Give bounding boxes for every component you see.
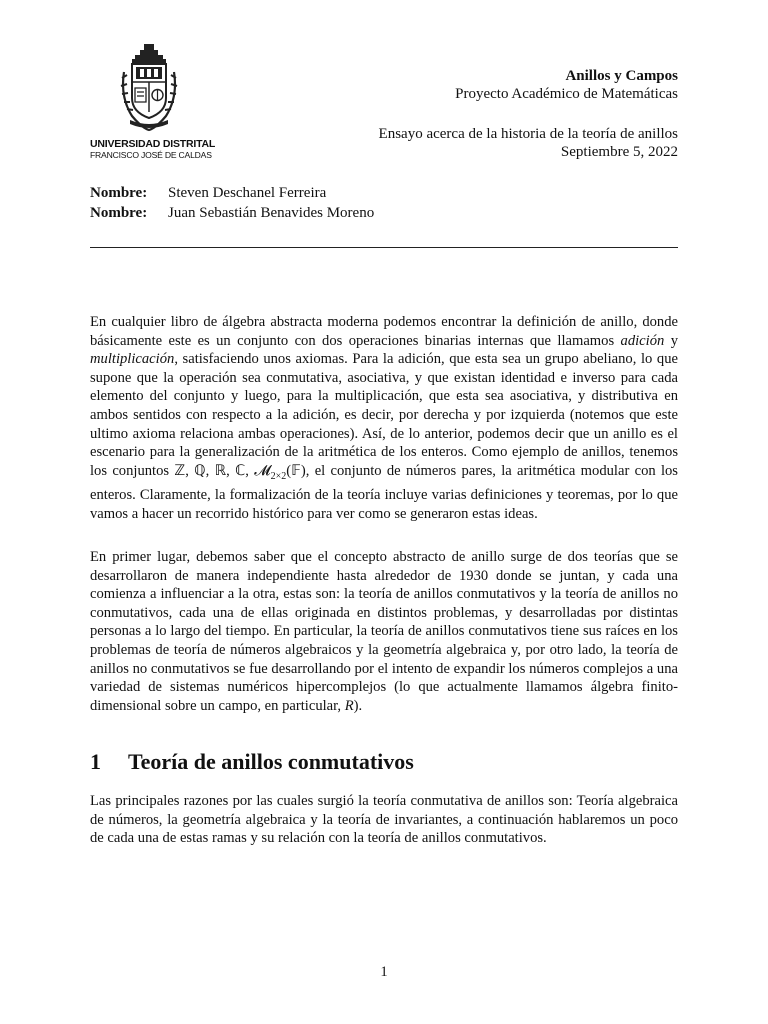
essay-date: Septiembre 5, 2022 — [560, 144, 678, 160]
paragraph-section-intro: Las principales razones por las cuales surgió la teoría conmutativa de anillos son: Teoría algebraica de números, la geometría algebraica y la teoría de invariantes, a continuación hablaremos un poco de cada una de estas ramas y su relación con la teoría de anillos conmutativos. — [90, 793, 678, 847]
text-run: ). — [353, 697, 363, 714]
essay-title: Ensayo acerca de la historia de la teoría de anillos — [378, 126, 678, 142]
emphasis-r: R — [344, 697, 354, 714]
author-row — [90, 205, 374, 225]
paragraph-intro — [90, 313, 678, 523]
matrix-ring-symbol: 𝓜 — [254, 462, 271, 479]
text-run: , el conjunto de números pares, la aritmética modular con los enteros. Claramente, la formalización de la teoría incluye varias definiciones y teoremas, por lo que vamos a hacer un recorrido histórico para ver como se generaron estas ideas. — [90, 462, 678, 522]
paragraph-origins — [90, 548, 678, 715]
matrix-field: (𝔽) — [286, 462, 306, 479]
text-run: En primer lugar, debemos saber que el concepto abstracto de anillo surge de dos teorías que se desarrollaron de manera independiente hasta alrededor de 1930 donde se juntan, y cada una comienza a influenciar a la otra, estas son: la teoría de anillos conmutativos y la teoría de anillos no conmutativos, cada una de ellas originada en distintos problemas, y desarrolladas por distintas personas a lo largo del tiempo. En particular, la teoría de anillos conmutativos tiene sus raíces en los problemas de teoría de números algebraicos y la geometría algebraica y, por otro lado, la teoría de anillos no conmutativos se fue desarrollando por el intento de expandir los números complejos a una variedad de sistemas numéricos hipercomplejos (lo que actualmente llamamos álgebra finito-dimensional sobre un campo, en particular, — [90, 549, 678, 714]
text-run: En cualquier libro de álgebra abstracta moderna podemos encontrar la definición de anillo, donde básicamente este es un conjunto con dos operaciones binarias internas que llamamos — [90, 314, 678, 349]
section-number: 1 — [90, 749, 101, 774]
university-crest-icon — [118, 42, 180, 136]
section-title: Teoría de anillos conmutativos — [128, 749, 414, 774]
author-name: Juan Sebastián Benavides Moreno — [168, 205, 375, 221]
section-heading — [90, 749, 414, 775]
emphasis-adicion: adición — [620, 332, 665, 349]
author-name: Steven Deschanel Ferreira — [168, 185, 327, 201]
university-logo — [90, 42, 216, 164]
author-label: Nombre: — [90, 185, 148, 201]
author-label: Nombre: — [90, 205, 148, 221]
header-divider — [90, 247, 678, 248]
text-run: y — [664, 332, 678, 349]
author-row — [90, 185, 374, 205]
text-run: , satisfaciendo unos axiomas. Para la adición, que esta sea un grupo abeliano, lo que supone que la operación sea conmutativa, asociativa, y que existan identidad e inverso para cada elemento del conjunto y luego, para la multiplicación, que esta sea asociativa, y distributiva en ambos sentidos con respecto a la adición, es decir, por derecha y por izquierda (notemos que este ultimo axioma relaciona ambas operaciones). Así, de lo anterior, podemos decir que un anillo es el escenario para la generalización de la aritmética de los enteros. Como ejemplo de anillos, tenemos los conjuntos ℤ, ℚ, ℝ, ℂ, — [90, 351, 678, 479]
page-number: 1 — [380, 964, 388, 980]
course-title: Anillos y Campos — [565, 68, 678, 84]
university-subname: FRANCISCO JOSÉ DE CALDAS — [90, 150, 212, 160]
university-name: UNIVERSIDAD DISTRITAL — [90, 138, 216, 150]
author-list — [90, 185, 374, 225]
matrix-subscript: 2×2 — [270, 470, 287, 482]
emphasis-multiplicacion: multiplicación — [90, 351, 175, 368]
course-subtitle: Proyecto Académico de Matemáticas — [455, 86, 678, 102]
